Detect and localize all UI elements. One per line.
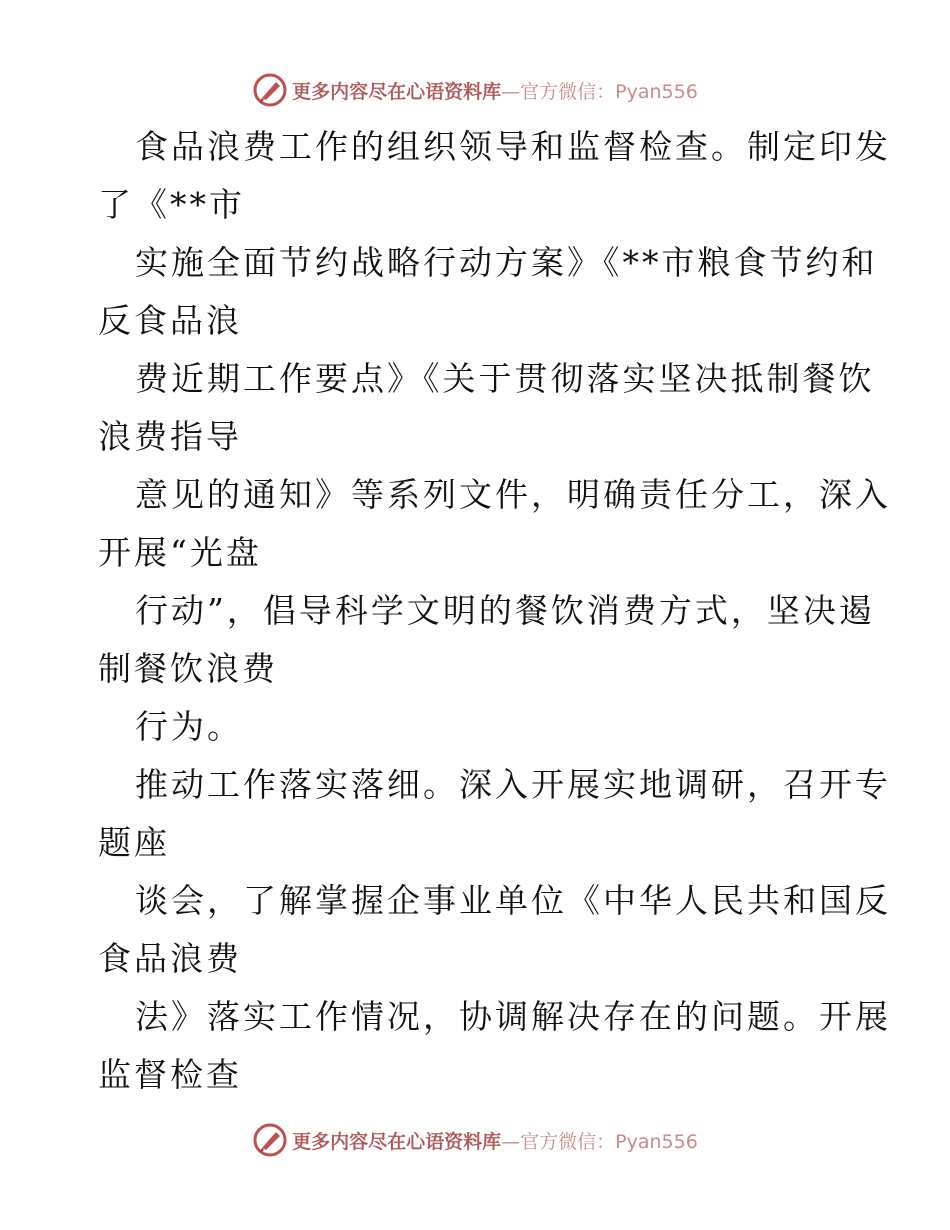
header-contact-text: 官方微信：Pyan556 xyxy=(520,80,698,103)
body-line: 谈会，了解掌握企事业单位《中华人民共和国反 xyxy=(135,881,891,920)
header-brand-text: 更多内容尽在心语资料库 xyxy=(292,80,502,103)
body-line: 开展“光盘 xyxy=(98,533,262,572)
footer-banner xyxy=(0,1120,950,1160)
body-line: 浪费指导 xyxy=(98,417,242,456)
footer-separator: — xyxy=(501,1130,521,1153)
body-line: 反食品浪 xyxy=(98,301,242,340)
pen-logo-icon xyxy=(252,72,288,108)
body-line: 食品浪费 xyxy=(98,939,242,978)
body-line: 食品浪费工作的组织领导和监督检查。制定印发 xyxy=(135,127,891,166)
footer-banner-text xyxy=(292,1127,698,1154)
pen-logo-icon xyxy=(252,1122,288,1158)
header-banner-text xyxy=(292,77,698,104)
body-line: 推动工作落实落细。深入开展实地调研，召开专 xyxy=(135,765,891,804)
body-line: 实施全面节约战略行动方案》《**市粮食节约和 xyxy=(135,243,878,282)
body-line: 费近期工作要点》《关于贯彻落实坚决抵制餐饮 xyxy=(135,359,875,398)
body-line: 行动”，倡导科学文明的餐饮消费方式，坚决遏 xyxy=(135,591,875,630)
body-line: 行为。 xyxy=(135,707,243,746)
body-line: 意见的通知》等系列文件，明确责任分工，深入 xyxy=(135,475,891,514)
body-line: 法》落实工作情况，协调解决存在的问题。开展 xyxy=(135,997,891,1036)
footer-brand-text: 更多内容尽在心语资料库 xyxy=(292,1130,502,1153)
header-banner xyxy=(0,70,950,110)
body-line: 监督检查 xyxy=(98,1055,242,1094)
header-separator: — xyxy=(501,80,521,103)
footer-contact-text: 官方微信：Pyan556 xyxy=(520,1130,698,1153)
body-line: 制餐饮浪费 xyxy=(98,649,278,688)
body-line: 了《**市 xyxy=(98,185,245,224)
body-line: 题座 xyxy=(98,823,170,862)
